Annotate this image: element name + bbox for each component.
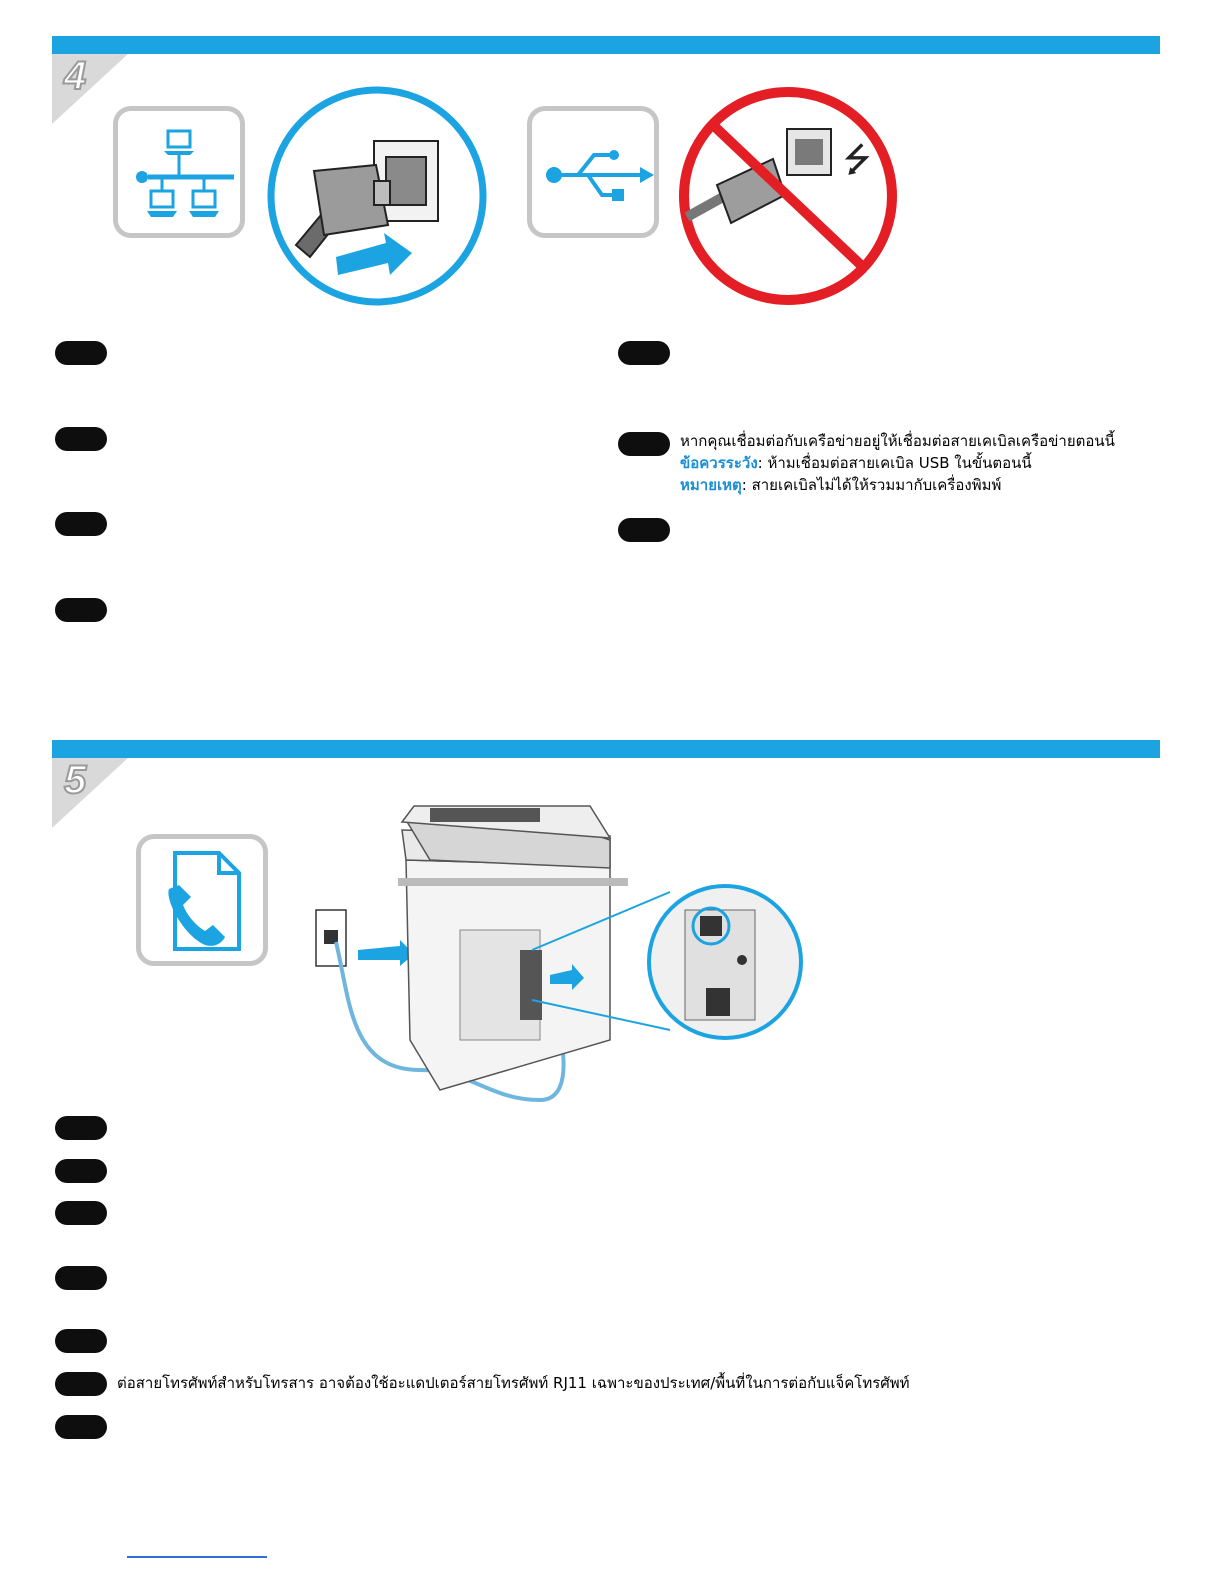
ethernet-cable-illustration: [266, 85, 488, 307]
network-icon: [118, 111, 240, 233]
language-pill: [55, 1116, 107, 1140]
language-pill: [55, 1329, 107, 1353]
usb-icon-box: [527, 106, 659, 238]
caution-text: : ห้ามเชื่อมต่อสายเคเบิล USB ในขั้นตอนนี้: [757, 454, 1032, 472]
usb-icon: [532, 111, 654, 233]
language-pill-thai: [55, 1372, 107, 1396]
language-pill: [618, 341, 670, 365]
language-pill: [618, 518, 670, 542]
step4-caution: [680, 453, 1032, 474]
no-usb-illustration: [677, 85, 899, 307]
language-pill: [55, 1201, 107, 1225]
printer-phone-line-illustration: [310, 800, 810, 1120]
caution-label: ข้อควรระวัง: [680, 454, 758, 472]
language-pill: [55, 1159, 107, 1183]
step5-header-bar: [52, 740, 1160, 758]
footer-link-underline: [127, 1556, 267, 1558]
step5-number: 5: [64, 758, 87, 802]
language-pill: [55, 1266, 107, 1290]
svg-text:⭍: ⭍: [843, 140, 872, 180]
note-text: : สายเคเบิลไม่ได้ให้รวมมากับเครื่องพิมพ์: [741, 476, 1002, 494]
language-pill: [55, 1415, 107, 1439]
language-pill-thai: [618, 432, 670, 456]
step4-instruction-line1: หากคุณเชื่อมต่อกับเครือข่ายอยู่ให้เชื่อมต่อสายเคเบิลเครือข่ายตอนนี้: [680, 432, 1115, 450]
step5-instruction: ต่อสายโทรศัพท์สำหรับโทรสาร อาจต้องใช้อะแดปเตอร์สายโทรศัพท์ RJ11 เฉพาะของประเทศ/พื้นที่ในการต่อกับแจ็คโทรศัพท์: [117, 1374, 910, 1392]
step4-header-bar: [52, 36, 1160, 54]
network-icon-box: [113, 106, 245, 238]
fax-icon-box: [136, 834, 268, 966]
language-pill: [55, 341, 107, 365]
step4-note: [680, 475, 1001, 496]
step4-number: 4: [64, 54, 87, 98]
note-label: หมายเหตุ: [680, 476, 742, 494]
fax-icon: [141, 839, 263, 961]
language-pill: [55, 427, 107, 451]
language-pill: [55, 512, 107, 536]
language-pill: [55, 598, 107, 622]
